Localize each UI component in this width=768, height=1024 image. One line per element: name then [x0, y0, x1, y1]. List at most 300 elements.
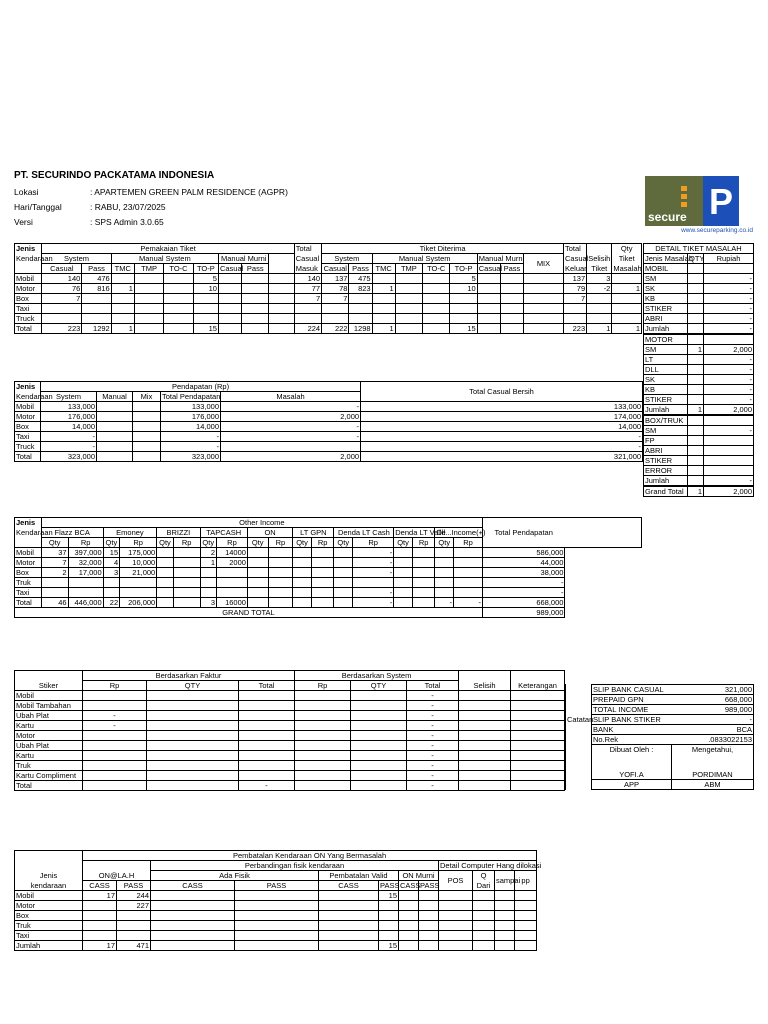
- col-head: Pass: [242, 264, 269, 274]
- table-cell: -: [353, 548, 394, 558]
- casual-bersih-cell: 174,000: [361, 412, 643, 422]
- table-cell: [334, 598, 353, 608]
- detail-rupiah: -: [704, 304, 754, 314]
- col-qty-tiket: Qty: [612, 244, 642, 254]
- detail-rupiah: 2,000: [704, 345, 754, 355]
- detail-rupiah: [704, 456, 754, 466]
- table-cell: [704, 264, 754, 274]
- table-cell: [293, 548, 312, 558]
- detail-row: [644, 405, 754, 415]
- oi-group: LT GPN: [293, 528, 334, 538]
- table-cell: [294, 314, 321, 324]
- table-cell: [372, 314, 395, 324]
- table-cell: [268, 588, 293, 598]
- detail-group-label: MOTOR: [644, 335, 688, 345]
- table-cell: [268, 568, 293, 578]
- grand-total-qty: 1: [688, 487, 704, 497]
- table-cell: [268, 598, 293, 608]
- notes-row: [566, 705, 754, 715]
- table-cell: [334, 578, 353, 588]
- detail-label: LT: [644, 355, 688, 365]
- batal-pp: pp: [515, 871, 537, 891]
- table-cell: [565, 588, 642, 598]
- col-masuk: Masuk: [294, 264, 321, 274]
- rev-total-casual-bersih: Total Casual Bersih: [361, 382, 643, 402]
- table-cell: [151, 891, 235, 901]
- table-cell: [269, 304, 294, 314]
- detail-row: [644, 426, 754, 436]
- table-cell: [247, 588, 268, 598]
- batal-group: ON Murni: [399, 871, 439, 881]
- table-cell: [351, 741, 407, 751]
- row-label: Truk: [15, 578, 42, 588]
- table-cell: -: [353, 588, 394, 598]
- table-cell: [515, 941, 537, 951]
- table-cell: 1298: [349, 324, 372, 334]
- table-cell: [217, 578, 248, 588]
- table-cell: 79: [564, 284, 587, 294]
- table-cell: [242, 284, 269, 294]
- table-cell: [157, 548, 173, 558]
- ticket-usage-table: [14, 243, 642, 334]
- table-cell: [454, 568, 483, 578]
- table-cell: [147, 721, 239, 731]
- row-label: Truck: [15, 314, 42, 324]
- row-label: Mobil: [15, 548, 42, 558]
- table-cell: [419, 911, 439, 921]
- table-cell: 3: [587, 274, 612, 284]
- table-cell: [147, 771, 239, 781]
- table-cell: [439, 911, 473, 921]
- row-label: Truck: [15, 442, 41, 452]
- table-cell: [564, 314, 587, 324]
- casual-bersih-cell: 14,000: [361, 422, 643, 432]
- other-income-row: [15, 578, 642, 588]
- table-cell: [269, 314, 294, 324]
- table-cell: [218, 324, 241, 334]
- table-cell: [477, 284, 500, 294]
- table-cell: [235, 891, 319, 901]
- table-cell: 1: [587, 324, 612, 334]
- table-cell: [239, 741, 295, 751]
- catatan-spacer: [566, 735, 592, 745]
- table-cell: 175,000: [120, 548, 157, 558]
- table-cell: [311, 558, 334, 568]
- oi-sub-rp: Rp: [311, 538, 334, 548]
- table-cell: [218, 274, 241, 284]
- table-cell: [439, 931, 473, 941]
- table-cell: [151, 901, 235, 911]
- table-cell: [173, 598, 200, 608]
- table-cell: [500, 304, 523, 314]
- table-cell: 1: [612, 324, 642, 334]
- detail-rupiah: [704, 436, 754, 446]
- table-cell: [523, 274, 563, 284]
- table-cell: [351, 731, 407, 741]
- detail-group-label: BOX/TRUK: [644, 416, 688, 426]
- table-cell: [269, 284, 294, 294]
- table-cell: [247, 598, 268, 608]
- table-cell: [293, 588, 312, 598]
- table-cell: [247, 548, 268, 558]
- col-head: Casual: [219, 264, 244, 273]
- table-cell: [134, 284, 163, 294]
- detail-qty: [688, 294, 704, 304]
- detail-label: SM: [644, 345, 688, 355]
- table-cell: [511, 741, 565, 751]
- table-cell: [515, 891, 537, 901]
- table-cell: [151, 941, 235, 951]
- cancellation-row: [15, 911, 537, 921]
- row-label: Total: [15, 324, 42, 334]
- table-cell: [423, 314, 450, 324]
- table-cell: [349, 304, 372, 314]
- table-cell: [147, 701, 239, 711]
- cancellation-row: [15, 921, 537, 931]
- table-cell: -: [353, 568, 394, 578]
- detail-row: [644, 274, 754, 284]
- table-cell: -: [83, 721, 147, 731]
- batal-col-kendaraan: kendaraan: [15, 881, 83, 891]
- table-cell: [133, 432, 161, 442]
- table-cell: 17: [83, 941, 117, 951]
- detail-label: ABRI: [644, 314, 688, 324]
- table-cell: [235, 931, 319, 941]
- catatan-spacer: [566, 705, 592, 715]
- detail-label: SK: [644, 375, 688, 385]
- table-cell: [423, 294, 450, 304]
- system-title: Berdasarkan System: [295, 671, 459, 681]
- table-cell: [193, 314, 218, 324]
- oi-sub-qty: Qty: [394, 538, 413, 548]
- table-cell: [523, 294, 563, 304]
- table-cell: [41, 578, 68, 588]
- row-label: Mobil Tambahan: [15, 701, 83, 711]
- table-cell: [459, 691, 511, 701]
- table-cell: [351, 781, 407, 791]
- col-head: TMC: [111, 264, 134, 274]
- info-label-versi: Versi: [14, 217, 33, 227]
- casual-bersih-cell: -: [361, 442, 643, 452]
- table-cell: [523, 304, 563, 314]
- batal-pos: POS: [439, 871, 473, 891]
- table-cell: 227: [117, 901, 151, 911]
- table-cell: [42, 314, 82, 324]
- batal-col-head: PASS: [117, 881, 151, 891]
- table-cell: [515, 931, 537, 941]
- detail-label: FP: [644, 436, 688, 446]
- table-cell: [423, 274, 450, 284]
- table-cell: [688, 264, 704, 274]
- table-cell: [435, 568, 454, 578]
- table-cell: [351, 691, 407, 701]
- table-cell: 471: [117, 941, 151, 951]
- table-cell: -: [407, 721, 459, 731]
- table-cell: [134, 324, 163, 334]
- table-cell: 137: [564, 274, 587, 284]
- row-label: Mobil: [15, 274, 42, 284]
- table-cell: [394, 548, 413, 558]
- table-cell: 222: [322, 324, 349, 334]
- table-cell: [511, 691, 565, 701]
- table-cell: [459, 711, 511, 721]
- table-cell: [379, 901, 399, 911]
- notes-label: SLIP BANK STIKER: [592, 715, 672, 725]
- table-cell: [587, 294, 612, 304]
- table-cell: [459, 771, 511, 781]
- table-cell: 7: [42, 294, 82, 304]
- table-cell: 7: [294, 294, 321, 304]
- table-cell: [239, 721, 295, 731]
- catatan-spacer: [566, 725, 592, 735]
- casual-bersih-cell: 321,000: [361, 452, 643, 462]
- table-cell: [111, 274, 134, 284]
- table-cell: [164, 294, 193, 304]
- row-label: Kartu Compliment: [15, 771, 83, 781]
- detail-label: DLL: [644, 365, 688, 375]
- table-cell: 1: [111, 324, 134, 334]
- detail-qty: [688, 375, 704, 385]
- col-jenis: Jenis: [15, 244, 42, 254]
- sticker-row: [15, 761, 565, 771]
- table-cell: [454, 578, 483, 588]
- cancellation-row: [15, 931, 537, 941]
- table-cell: [133, 422, 161, 432]
- table-cell: [587, 314, 612, 324]
- oi-group: BRIZZI: [157, 528, 200, 538]
- oi-sub-qty: Qty: [435, 538, 454, 548]
- batal-group: Pembatalan Valid: [319, 871, 399, 881]
- table-cell: [83, 731, 147, 741]
- oi-sub-rp: Rp: [454, 538, 483, 548]
- col-head: Casual: [478, 264, 503, 273]
- oi-sub-qty: Qty: [157, 538, 173, 548]
- table-cell: 10: [450, 284, 477, 294]
- table-cell: [515, 921, 537, 931]
- col-tiket-2: Tiket: [587, 264, 612, 274]
- detail-qty: [688, 324, 704, 334]
- table-cell: 32,000: [68, 558, 103, 568]
- table-cell: [147, 751, 239, 761]
- table-cell: [439, 941, 473, 951]
- revenue-row: [15, 402, 643, 412]
- table-cell: [319, 911, 379, 921]
- table-cell: [500, 284, 523, 294]
- col-head: TMC: [372, 264, 395, 274]
- table-cell: [395, 284, 422, 294]
- table-cell: [133, 412, 161, 422]
- detail-row: [644, 314, 754, 324]
- table-cell: [349, 294, 372, 304]
- table-cell: -: [239, 781, 295, 791]
- oi-sub-qty: Qty: [334, 538, 353, 548]
- table-cell: [82, 304, 111, 314]
- row-label: Kartu: [15, 751, 83, 761]
- table-cell: [164, 324, 193, 334]
- table-cell: [412, 558, 435, 568]
- revenue-row: [15, 422, 643, 432]
- table-cell: 15: [193, 324, 218, 334]
- mengetahui: Mengetahui,: [672, 745, 754, 755]
- table-cell: 223: [42, 324, 82, 334]
- table-cell: [319, 921, 379, 931]
- table-cell: [473, 911, 495, 921]
- table-cell: [120, 578, 157, 588]
- masalah-cell: 2,000: [221, 412, 361, 422]
- table-cell: [97, 422, 133, 432]
- table-cell: [523, 314, 563, 324]
- table-cell: [511, 701, 565, 711]
- batal-subtitle: Perbandingan fisik kendaraan: [151, 861, 439, 871]
- table-cell: [565, 568, 642, 578]
- table-cell: 15: [103, 548, 119, 558]
- table-cell: 7: [41, 558, 68, 568]
- table-cell: 176,000: [41, 412, 97, 422]
- table-cell: [523, 324, 563, 334]
- table-cell: [147, 761, 239, 771]
- oi-sub-qty: Qty: [200, 538, 216, 548]
- logo-graphic: [645, 176, 739, 226]
- table-cell: 37: [41, 548, 68, 558]
- table-cell: -: [353, 558, 394, 568]
- table-cell: [412, 578, 435, 588]
- revenue-table: [14, 381, 643, 462]
- table-cell: [564, 304, 587, 314]
- table-cell: [450, 314, 477, 324]
- table-cell: [565, 558, 642, 568]
- table-cell: [157, 578, 173, 588]
- table-cell: [319, 891, 379, 901]
- detail-row: [644, 436, 754, 446]
- col-selisih: Selisih: [588, 254, 611, 263]
- table-cell: [423, 284, 450, 294]
- table-cell: [295, 721, 351, 731]
- table-cell: [688, 335, 704, 345]
- detail-label: Jumlah: [644, 405, 688, 415]
- table-cell: [379, 931, 399, 941]
- table-cell: 15: [379, 891, 399, 901]
- sticker-row: [15, 741, 565, 751]
- col-head: TMP: [395, 264, 422, 274]
- table-cell: [454, 588, 483, 598]
- table-cell: 176,000: [161, 412, 221, 422]
- masalah-cell: -: [221, 402, 361, 412]
- batal-title: Pembatalan Kendaraan ON Yang Bermasalah: [83, 851, 537, 861]
- table-cell: [351, 751, 407, 761]
- detail-rupiah: -: [704, 324, 754, 334]
- table-cell: [395, 294, 422, 304]
- table-cell: [495, 911, 515, 921]
- table-cell: 16000: [217, 598, 248, 608]
- sticker-row: [15, 711, 565, 721]
- table-cell: [473, 901, 495, 911]
- table-cell: -: [407, 751, 459, 761]
- table-cell: [587, 304, 612, 314]
- oi-sub-qty: Qty: [247, 538, 268, 548]
- row-label: Taxi: [15, 432, 41, 442]
- table-cell: [82, 294, 111, 304]
- sticker-row: [15, 751, 565, 761]
- notes-row: [566, 725, 754, 735]
- table-cell: 10: [193, 284, 218, 294]
- table-cell: [82, 314, 111, 324]
- row-label: Taxi: [15, 931, 83, 941]
- table-cell: [218, 304, 241, 314]
- batal-q: Q: [473, 871, 495, 881]
- table-cell: [239, 691, 295, 701]
- table-cell: -: [407, 711, 459, 721]
- table-cell: [164, 284, 193, 294]
- table-cell: [83, 901, 117, 911]
- table-cell: [200, 568, 216, 578]
- col-head: TO-C: [423, 264, 450, 274]
- detail-qty: [688, 395, 704, 405]
- table-cell: [293, 568, 312, 578]
- col-head: Pass: [349, 264, 372, 274]
- detail-qty: [688, 365, 704, 375]
- table-cell: [565, 598, 642, 608]
- row-label: Jumlah: [15, 941, 83, 951]
- revenue-row: [15, 442, 643, 452]
- group-manual-system-2: Manual System: [372, 254, 477, 264]
- grand-total-label: GRAND TOTAL: [15, 608, 483, 618]
- table-cell: [111, 314, 134, 324]
- table-cell: [450, 294, 477, 304]
- oi-sub-qty: Qty: [103, 538, 119, 548]
- rev-title: Pendapatan (Rp): [41, 382, 361, 392]
- notes-value: 668,000: [672, 695, 754, 705]
- table-cell: 823: [349, 284, 372, 294]
- detail-group-row: [644, 264, 754, 274]
- table-cell: -: [161, 432, 221, 442]
- table-cell: [322, 304, 349, 314]
- oi-sub-rp: Rp: [68, 538, 103, 548]
- other-income-row: [15, 598, 642, 608]
- st-col-head: QTY: [147, 681, 239, 691]
- table-cell: [612, 274, 642, 284]
- detail-row: [644, 304, 754, 314]
- row-label: Truk: [15, 921, 83, 931]
- table-cell: [319, 901, 379, 911]
- rev-col-head: Mix: [133, 392, 161, 402]
- table-cell: [97, 452, 133, 462]
- col-keluar: Keluar: [565, 264, 587, 273]
- oi-col-kendaraan: Kendaraan: [16, 528, 53, 537]
- ticket-row: [15, 294, 642, 304]
- oi-sub-rp: Rp: [120, 538, 157, 548]
- table-cell: [269, 294, 294, 304]
- oi-sub-rp: Rp: [217, 538, 248, 548]
- detail-qty: [688, 446, 704, 456]
- row-label: Motor: [15, 558, 42, 568]
- table-cell: [395, 324, 422, 334]
- row-label: Mobil: [15, 691, 83, 701]
- sticker-table: [14, 670, 565, 791]
- table-cell: [412, 598, 435, 608]
- ticket-row: [15, 274, 642, 284]
- detail-qty: [688, 304, 704, 314]
- notes-value: 321,000: [672, 685, 754, 695]
- oi-group: ON: [247, 528, 292, 538]
- table-cell: [157, 558, 173, 568]
- info-value-tanggal: : RABU, 23/07/2025: [90, 202, 166, 212]
- table-cell: [295, 711, 351, 721]
- oi-total-cell: 668,000: [482, 598, 564, 608]
- table-cell: 21,000: [120, 568, 157, 578]
- signer-1-name: YOFI.A: [592, 770, 672, 780]
- table-cell: [111, 294, 134, 304]
- table-cell: [200, 588, 216, 598]
